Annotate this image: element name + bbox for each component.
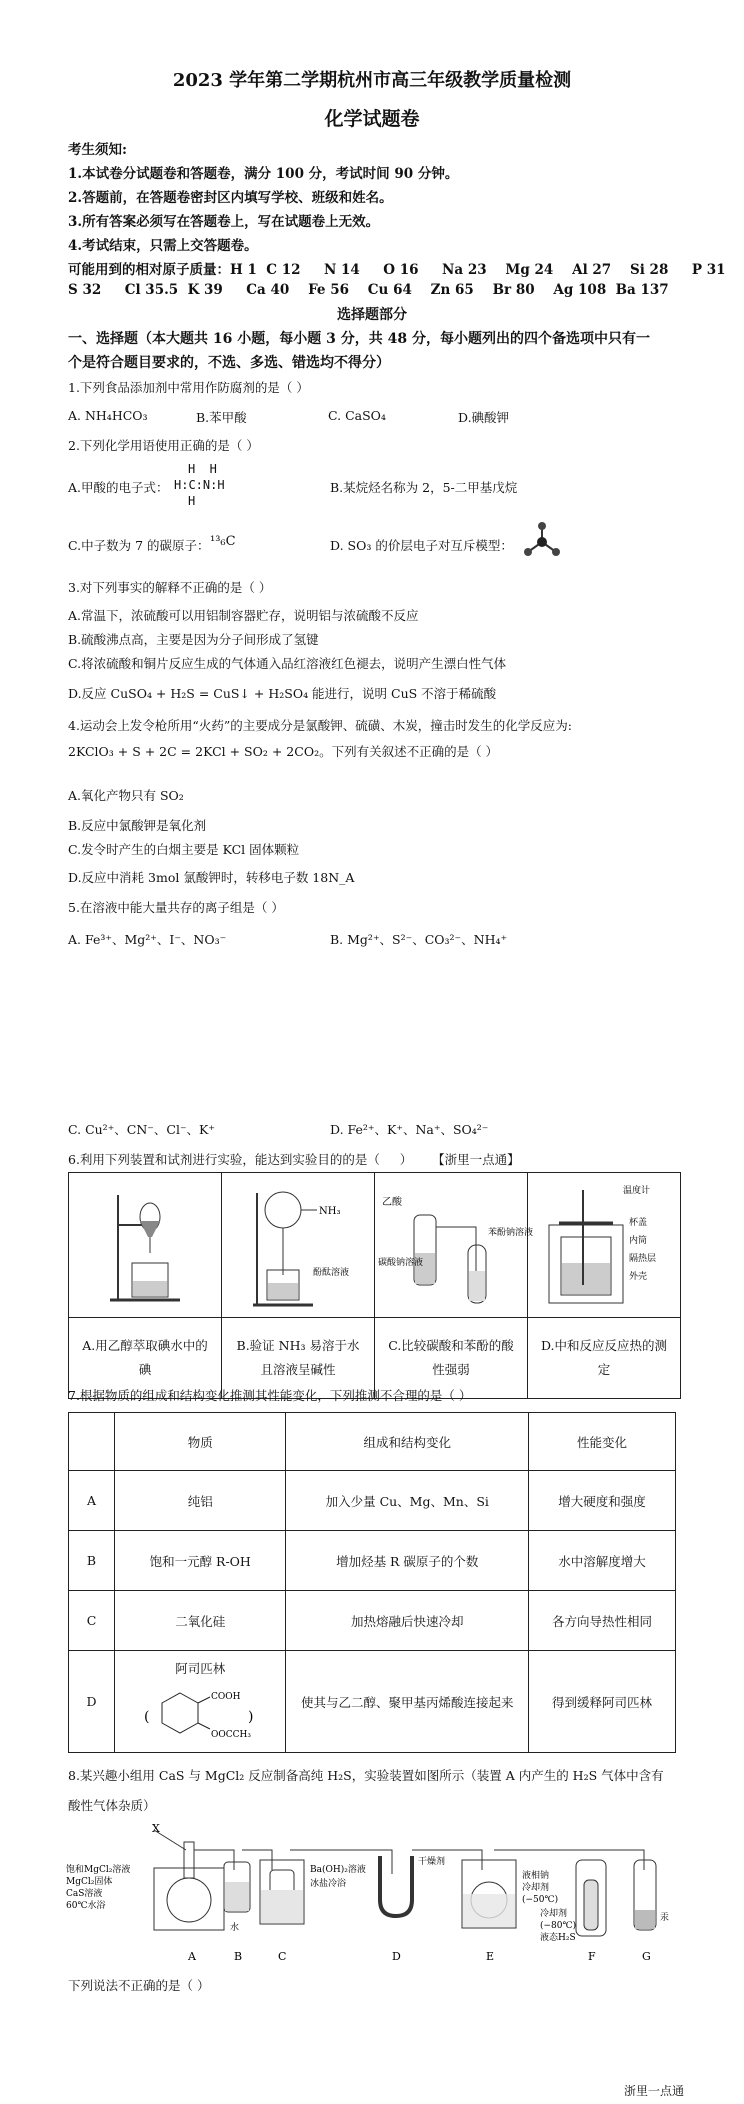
q7-row-c-substance: 二氧化硅	[114, 1591, 285, 1651]
q8-label-mercury: 汞	[660, 1913, 670, 1923]
q7-row-d-substance-cell	[114, 1651, 285, 1753]
caption-b: B.验证 NH₃ 易溶于水且溶液呈碱性	[222, 1318, 375, 1399]
q7-table	[68, 1412, 676, 1753]
q8-letter-c: C	[278, 1950, 287, 1963]
q7-row-c-change: 加热熔融后快速冷却	[286, 1591, 529, 1651]
q1-option-c: C. CaSO₄	[328, 408, 386, 423]
svg-text:(: (	[144, 1708, 150, 1725]
q2-option-b: B.某烷烃名称为 2，5-二甲基戊烷	[330, 480, 518, 495]
q3-option-c: C.将浓硫酸和铜片反应生成的气体通入品红溶液红色褪去，说明产生漂白性气体	[68, 656, 507, 671]
apparatus-b-cell	[222, 1173, 375, 1318]
question-3-stem: 3.对下列事实的解释不正确的是（ ）	[68, 580, 272, 595]
q7-header-property: 性能变化	[529, 1413, 676, 1471]
page-footer: 浙里一点通	[623, 2084, 684, 2098]
q4-option-d: D.反应中消耗 3mol 氯酸钾时，转移电子数 18N_A	[68, 870, 355, 885]
q5-option-a: A. Fe³⁺、Mg²⁺、I⁻、NO₃⁻	[68, 932, 227, 947]
q6-apparatus-table	[68, 1172, 681, 1399]
atomic-masses-line1: 可能用到的相对原子质量：H 1 C 12 N 14 O 16 Na 23 Mg 24 Al 27 Si 28 P 31	[68, 262, 726, 278]
q8-label-drying-agent: 干燥剂	[418, 1857, 446, 1867]
q8-label-liquid-h2s: 液态H₂S	[540, 1933, 576, 1943]
question-8-stem-line1: 8.某兴趣小组用 CaS 与 MgCl₂ 反应制备高纯 H₂S，实验装置如图所示（装置 A 内产生的 H₂S 气体中含有	[68, 1768, 664, 1783]
question-2-stem: 2.下列化学用语使用正确的是（ ）	[68, 438, 259, 453]
q8-label-baoh2: Ba(OH)₂溶液	[310, 1865, 366, 1875]
question-6-stem: 6.利用下列装置和试剂进行实验，能达到实验目的的是（ ） 【浙里一点通】	[68, 1152, 520, 1167]
exam-subtitle: 化学试题卷	[324, 108, 420, 130]
phenolphthalein-label: 酚酞溶液	[313, 1268, 350, 1278]
q7-row-b-change: 增加烃基 R 碳原子的个数	[286, 1531, 529, 1591]
q7-row-a-property: 增大硬度和强度	[529, 1471, 676, 1531]
question-7-stem: 7.根据物质的组成和结构变化推测其性能变化，下列推测不合理的是（ ）	[68, 1388, 472, 1403]
apparatus-a-cell	[69, 1173, 222, 1318]
svg-text:): )	[248, 1708, 254, 1725]
q4-equation-line	[68, 742, 498, 760]
formic-acid-top: H H	[188, 462, 217, 476]
table-row	[69, 1531, 676, 1591]
q1-option-a: A. NH₄HCO₃	[68, 408, 148, 423]
acetic-acid-label: 乙酸	[382, 1197, 402, 1208]
caption-a: A.用乙醇萃取碘水中的碘	[69, 1318, 222, 1399]
q1-option-d: D.碘酸钾	[458, 410, 510, 425]
q7-header-change: 组成和结构变化	[286, 1413, 529, 1471]
q8-after-diagram: 下列说法不正确的是（ ）	[68, 1978, 210, 1993]
q5-option-c: C. Cu²⁺、CN⁻、Cl⁻、K⁺	[68, 1122, 215, 1137]
carbon-isotope: ¹³₆C	[210, 534, 236, 549]
acidity-comparison-diagram	[376, 1175, 534, 1315]
notice-item: 3.所有答案必须写在答题卷上，写在试题卷上无效。	[68, 214, 380, 230]
aspirin-oocch3-label: OOCCH₃	[211, 1729, 252, 1740]
q7-row-d-property: 得到缓释阿司匹林	[529, 1651, 676, 1753]
q7-row-c-label: C	[69, 1591, 115, 1651]
q7-row-a-change: 加入少量 Cu、Mg、Mn、Si	[286, 1471, 529, 1531]
section-title: 选择题部分	[337, 307, 407, 323]
table-row	[69, 1651, 676, 1753]
q7-row-b-substance: 饱和一元醇 R-OH	[114, 1531, 285, 1591]
q8-label-mgcl2-solution: 饱和MgCl₂溶液	[66, 1865, 131, 1875]
q7-row-d-label: D	[69, 1651, 115, 1753]
q5-option-b: B. Mg²⁺、S²⁻、CO₃²⁻、NH₄⁺	[330, 932, 508, 947]
q8-letter-b: B	[234, 1950, 243, 1963]
q8-label-ice-salt: 冰盐冷浴	[310, 1879, 347, 1889]
q8-label-cooler: 冷却剂	[540, 1909, 568, 1919]
q8-label-x: X	[152, 1822, 160, 1835]
q8-label-water: 水	[230, 1923, 240, 1933]
q7-row-b-label: B	[69, 1531, 115, 1591]
q8-letter-f: F	[588, 1950, 596, 1963]
q7-row-a-label: A	[69, 1471, 115, 1531]
notice-heading: 考生须知:	[68, 142, 127, 158]
table-row	[69, 1471, 676, 1531]
nh3-label: NH₃	[319, 1206, 341, 1217]
q8-label-cas: CaS溶液	[66, 1889, 103, 1899]
q3-option-d: D.反应 CuSO₄ + H₂S = CuS↓ + H₂SO₄ 能进行，说明 CuS 不溶于稀硫酸	[68, 686, 497, 701]
q7-row-b-property: 水中溶解度增大	[529, 1531, 676, 1591]
notice-item: 4.考试结束，只需上交答题卷。	[68, 238, 258, 254]
apparatus-d-cell	[528, 1173, 681, 1318]
q8-letter-d: D	[392, 1950, 401, 1963]
q2-option-a: A.甲酸的电子式：	[68, 480, 169, 495]
q4-equation: 2KClO₃ + S + 2C = 2KCl + SO₂ + 2CO₂	[68, 744, 320, 759]
question-1-stem: 1.下列食品添加剂中常用作防腐剂的是（ ）	[68, 380, 309, 395]
caption-c: C.比较碳酸和苯酚的酸性强弱	[375, 1318, 528, 1399]
q3-option-a: A.常温下，浓硫酸可以用铝制容器贮存，说明铝与浓硫酸不反应	[68, 608, 419, 623]
sodium-phenolate-label: 苯酚钠溶液	[488, 1228, 534, 1238]
q7-row-c-property: 各方向导热性相同	[529, 1591, 676, 1651]
q4-option-a: A.氧化产物只有 SO₂	[68, 788, 184, 803]
insulation-label: 隔热层	[629, 1254, 657, 1264]
q8-label-mgcl2-solid: MgCl₂固体	[66, 1877, 113, 1887]
q2-option-d: D. SO₃ 的价层电子对互斥模型：	[330, 538, 513, 553]
q7-row-d-substance: 阿司匹林	[175, 1660, 226, 1676]
q8-letter-g: G	[642, 1950, 651, 1963]
section-heading-line2: 个是符合题目要求的，不选、多选、错选均不得分）	[68, 355, 390, 371]
sodium-carbonate-label: 碳酸钠溶液	[378, 1258, 424, 1268]
question-8-stem-line2: 酸性气体杂质）	[68, 1798, 156, 1813]
formic-acid-bottom: H	[188, 494, 196, 508]
q4-option-c: C.发令时产生的白烟主要是 KCl 固体颗粒	[68, 842, 300, 857]
q8-label-water-bath: 60℃水浴	[66, 1901, 106, 1911]
question-4-stem: 4.运动会上发令枪所用“火药”的主要成分是氯酸钾、硫磺、木炭，撞击时发生的化学反应为:	[68, 718, 572, 733]
caption-d: D.中和反应反应热的测定	[528, 1318, 681, 1399]
q7-header-blank	[69, 1413, 115, 1471]
section-heading-line1: 一、选择题（本大题共 16 小题，每小题 3 分，共 48 分，每小题列出的四个备选项中只有一	[68, 331, 650, 347]
so3-vsepr-model	[520, 520, 564, 560]
q8-label-cooler-temp: (−80℃)	[540, 1921, 577, 1931]
q7-header-substance: 物质	[114, 1413, 285, 1471]
notice-item: 2.答题前，在答题卷密封区内填写学校、班级和姓名。	[68, 190, 393, 206]
q8-letter-a: A	[188, 1950, 196, 1963]
q4-option-b: B.反应中氯酸钾是氧化剂	[68, 818, 207, 833]
notice-item: 1.本试卷分试题卷和答题卷，满分 100 分，考试时间 90 分钟。	[68, 166, 459, 182]
formic-acid-middle: H:C:N:H	[174, 478, 225, 492]
aspirin-structure	[140, 1679, 260, 1745]
q5-option-d: D. Fe²⁺、K⁺、Na⁺、SO₄²⁻	[330, 1122, 489, 1137]
aspirin-cooh-label: COOH	[211, 1691, 241, 1702]
q8-label-coolant-a: 液相钠	[522, 1871, 550, 1881]
separatory-funnel-diagram	[70, 1175, 220, 1315]
q8-label-coolant-temp: (−50℃)	[522, 1895, 559, 1905]
apparatus-c-cell	[375, 1173, 534, 1318]
q4-equation-tail: 。下列有关叙述不正确的是（ ）	[319, 744, 499, 759]
thermometer-label: 温度计	[623, 1186, 651, 1196]
q2-option-c: C.中子数为 7 的碳原子：	[68, 538, 210, 553]
outer-shell-label: 外壳	[629, 1272, 648, 1282]
q7-row-a-substance: 纯铝	[114, 1471, 285, 1531]
inner-cup-label: 内筒	[629, 1236, 648, 1246]
lid-label: 杯盖	[629, 1218, 648, 1228]
q8-letter-e: E	[486, 1950, 495, 1963]
exam-title: 2023 学年第二学期杭州市高三年级教学质量检测	[172, 70, 572, 91]
table-row	[69, 1591, 676, 1651]
q1-option-b: B.苯甲酸	[196, 410, 247, 425]
q7-row-d-change: 使其与乙二醇、聚甲基丙烯酸连接起来	[286, 1651, 529, 1753]
q8-apparatus-diagram	[64, 1820, 684, 1970]
q3-option-b: B.硫酸沸点高，主要是因为分子间形成了氢键	[68, 632, 319, 647]
q8-label-coolant-b: 冷却剂	[522, 1883, 550, 1893]
calorimeter-diagram	[529, 1175, 679, 1315]
question-5-stem: 5.在溶液中能大量共存的离子组是（ ）	[68, 900, 284, 915]
fountain-experiment-diagram	[223, 1175, 373, 1315]
atomic-masses-line2: S 32 Cl 35.5 K 39 Ca 40 Fe 56 Cu 64 Zn 65 Br 80 Ag 108 Ba 137	[68, 282, 669, 298]
